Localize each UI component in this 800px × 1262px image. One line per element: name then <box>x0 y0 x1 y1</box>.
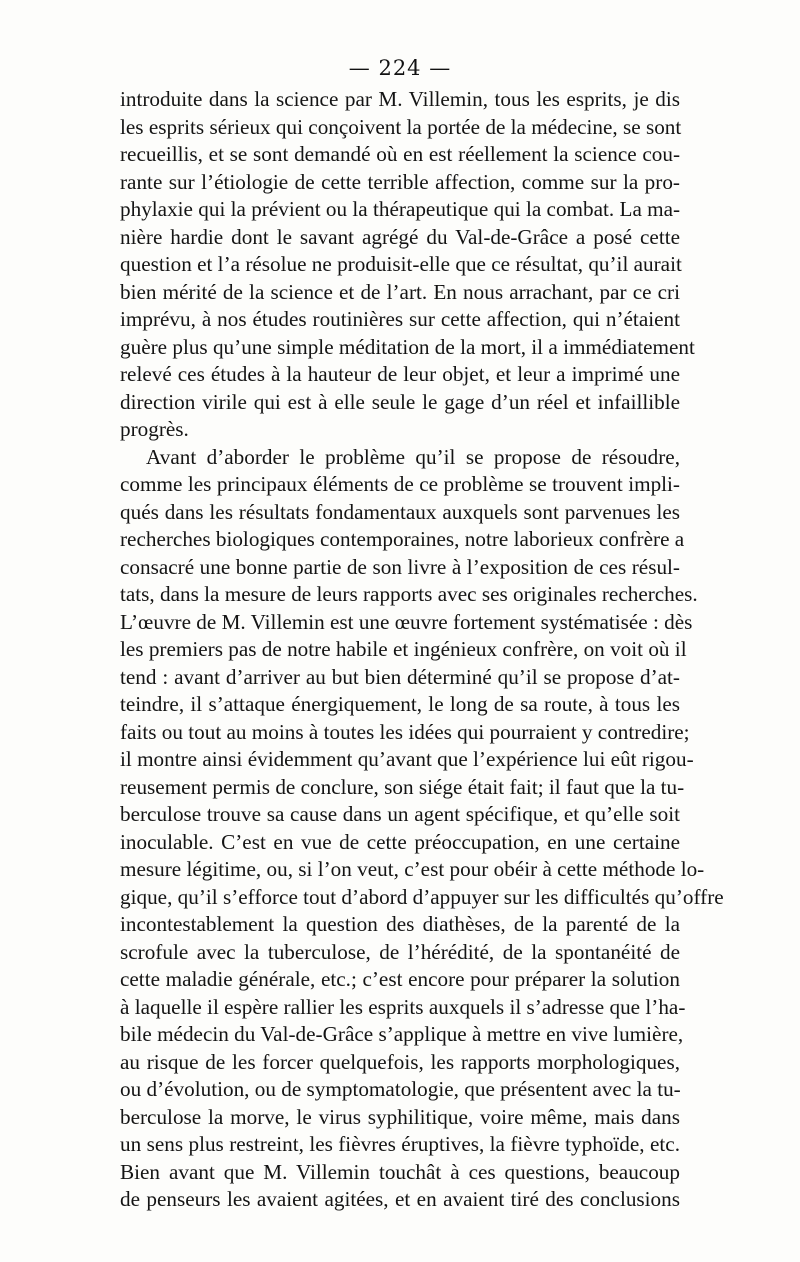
text-line: Avant d’aborder le problème qu’il se propose de résoudre, <box>146 444 680 469</box>
text-line: faits ou tout au moins à toutes les idées qui pourraient y contredire; <box>120 719 690 744</box>
text-line: il montre ainsi évidemment qu’avant que l’expérience lui eût rigou- <box>120 747 694 771</box>
text-line: question et l’a résolue ne produisit-elle que ce résultat, qu’il aurait <box>120 252 682 276</box>
text-line: à laquelle il espère rallier les esprits auxquels il s’adresse que l’ha- <box>120 994 686 1019</box>
text-line: cette maladie générale, etc.; c’est encore pour préparer la solution <box>120 967 680 991</box>
text-line: bien mérité de la science et de l’art. En nous arrachant, par ce cri <box>120 279 680 304</box>
text-line: introduite dans la science par M. Villemin, tous les esprits, je dis <box>120 87 680 111</box>
text-line: qués dans les résultats fondamentaux auxquels sont parvenues les <box>120 499 680 524</box>
text-line: reusement permis de conclure, son siége était fait; il faut que la tu- <box>120 774 685 799</box>
text-line: consacré une bonne partie de son livre à l’exposition de ces résul- <box>120 554 680 579</box>
text-line: mesure légitime, ou, si l’on veut, c’est pour obéir à cette méthode lo- <box>120 857 705 881</box>
text-line: imprévu, à nos études routinières sur cette affection, qui n’étaient <box>120 307 680 331</box>
text-line: phylaxie qui la prévient ou la thérapeutique qui la combat. La ma- <box>120 197 681 221</box>
text-line: les esprits sérieux qui conçoivent la portée de la médecine, se sont <box>120 114 682 139</box>
text-line: L’œuvre de M. Villemin est une œuvre fortement systématisée : dès <box>120 609 693 634</box>
text-line: tend : avant d’arriver au but bien déterminé qu’il se propose d’at- <box>120 664 680 689</box>
text-line: incontestablement la question des diathèses, de la parenté de la <box>120 912 680 936</box>
text-line: recueillis, et se sont demandé où en est réellement la science cou- <box>120 142 680 166</box>
text-line: de penseurs les avaient agitées, et en avaient tiré des conclusions <box>120 1187 680 1211</box>
text-line: tats, dans la mesure de leurs rapports avec ses originales recherches. <box>120 582 698 606</box>
text-line: direction virile qui est à elle seule le gage d’un réel et infaillible <box>120 389 680 414</box>
text-line: nière hardie dont le savant agrégé du Val-de-Grâce a posé cette <box>120 224 680 249</box>
text-line: Bien avant que M. Villemin touchât à ces questions, beaucoup <box>120 1159 680 1184</box>
text-line: comme les principaux éléments de ce problème se trouvent impli- <box>120 472 680 496</box>
text-line: bile médecin du Val-de-Grâce s’applique à mettre en vive lumière, <box>120 1022 684 1046</box>
text-line: les premiers pas de notre habile et ingénieux confrère, on voit où il <box>120 637 687 661</box>
text-line: scrofule avec la tuberculose, de l’hérédité, de la spontanéité de <box>120 939 680 964</box>
text-line: relevé ces études à la hauteur de leur objet, et leur a imprimé une <box>120 362 680 386</box>
text-line: inoculable. C’est en vue de cette préoccupation, en une certaine <box>120 829 680 854</box>
text-line: ou d’évolution, ou de symptomatologie, que présentent avec la tu- <box>120 1077 681 1101</box>
text-line: berculose trouve sa cause dans un agent spécifique, et qu’elle soit <box>120 802 680 826</box>
text-line: au risque de les forcer quelquefois, les rapports morphologiques, <box>120 1049 680 1074</box>
text-line: gique, qu’il s’efforce tout d’abord d’appuyer sur les difficultés qu’offre <box>120 884 724 909</box>
text-line: progrès. <box>120 417 189 441</box>
text-line: teindre, il s’attaque énergiquement, le long de sa route, à tous les <box>120 692 680 716</box>
text-line: recherches biologiques contemporaines, notre laborieux confrère a <box>120 527 685 551</box>
text-line: berculose la morve, le virus syphilitique, voire même, mais dans <box>120 1104 680 1129</box>
text-line: guère plus qu’une simple méditation de la mort, il a immédiatement <box>120 334 695 359</box>
text-line: rante sur l’étiologie de cette terrible affection, comme sur la pro- <box>120 169 680 194</box>
page-number: — 224 — <box>348 56 452 80</box>
body-text <box>120 86 724 1214</box>
text-line: un sens plus restreint, les fièvres éruptives, la fièvre typhoïde, etc. <box>120 1132 680 1156</box>
